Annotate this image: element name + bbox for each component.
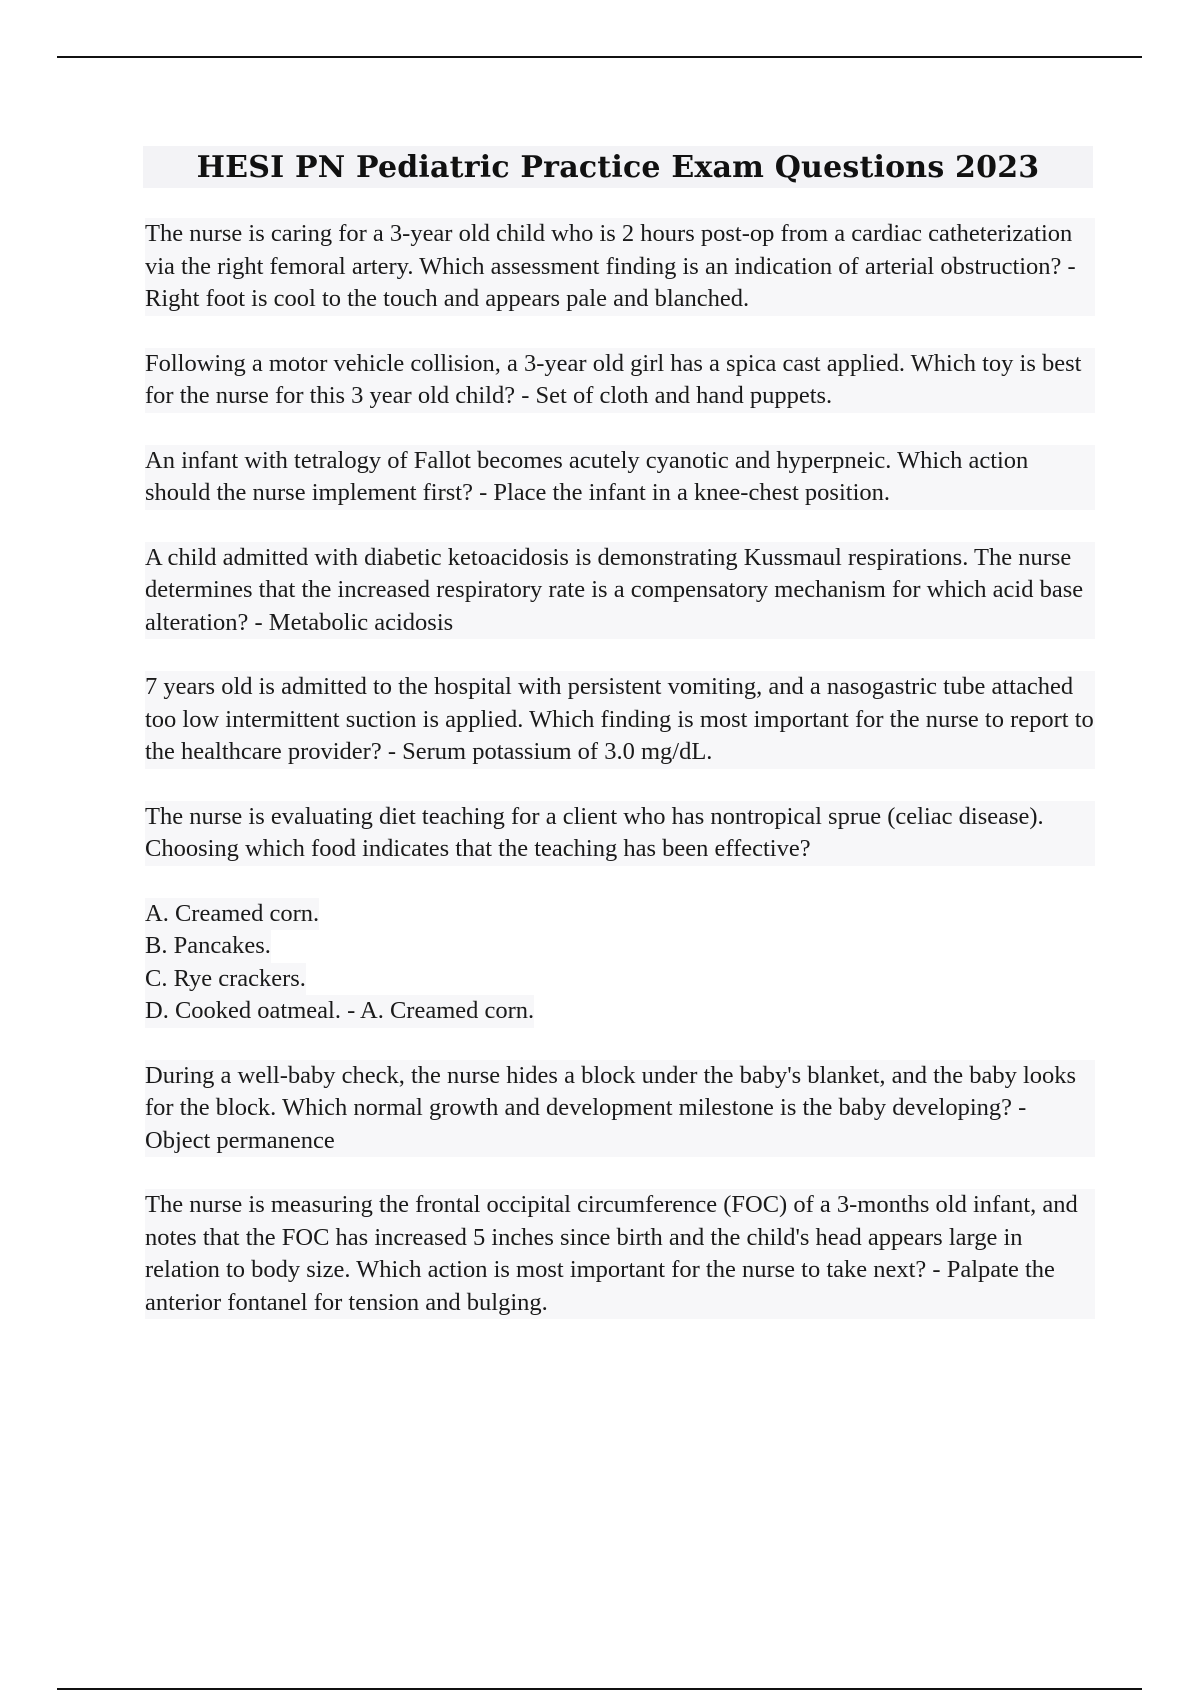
title-band [143, 146, 1093, 188]
answer-option: A. Creamed corn. [145, 898, 319, 931]
question-item: An infant with tetralogy of Fallot becomes acutely cyanotic and hyperpneic. Which action should the nurse implement first? - Place the infant in a knee-chest position. [145, 445, 1095, 510]
answer-option: B. Pancakes. [145, 930, 271, 963]
question-item: Following a motor vehicle collision, a 3-year old girl has a spica cast applied. Which toy is best for the nurse for this 3 year old child? - Set of cloth and hand puppets. [145, 348, 1095, 413]
question-item: The nurse is caring for a 3-year old child who is 2 hours post-op from a cardiac catheterization via the right femoral artery. Which assessment finding is an indication of arterial obstruction? - Right foot is cool to the touch and appears pale and blanched. [145, 218, 1095, 316]
top-rule [57, 56, 1142, 58]
question-item: A child admitted with diabetic ketoacidosis is demonstrating Kussmaul respirations. The nurse determines that the increased respiratory rate is a compensatory mechanism for which acid base alteration? - Metabolic acidosis [145, 542, 1095, 640]
question-item: 7 years old is admitted to the hospital with persistent vomiting, and a nasogastric tube attached too low intermittent suction is applied. Which finding is most important for the nurse to report to the healthcare provider? - Serum potassium of 3.0 mg/dL. [145, 671, 1095, 769]
answer-options-list [145, 898, 1095, 1028]
bottom-rule [57, 1688, 1142, 1690]
answer-option: C. Rye crackers. [145, 963, 306, 996]
question-item: The nurse is evaluating diet teaching for a client who has nontropical sprue (celiac disease). Choosing which food indicates that the teaching has been effective? [145, 801, 1095, 866]
page-title: HESI PN Pediatric Practice Exam Questions 2023 [196, 149, 1040, 185]
question-item: During a well-baby check, the nurse hides a block under the baby's blanket, and the baby looks for the block. Which normal growth and development milestone is the baby developing? - Object permanence [145, 1060, 1095, 1158]
question-item: The nurse is measuring the frontal occipital circumference (FOC) of a 3-months old infant, and notes that the FOC has increased 5 inches since birth and the child's head appears large in relation to body size. Which action is most important for the nurse to take next? - Palpate the anterior fontanel for tension and bulging. [145, 1189, 1095, 1319]
document-body [145, 218, 1095, 1351]
answer-option: D. Cooked oatmeal. - A. Creamed corn. [145, 995, 534, 1028]
